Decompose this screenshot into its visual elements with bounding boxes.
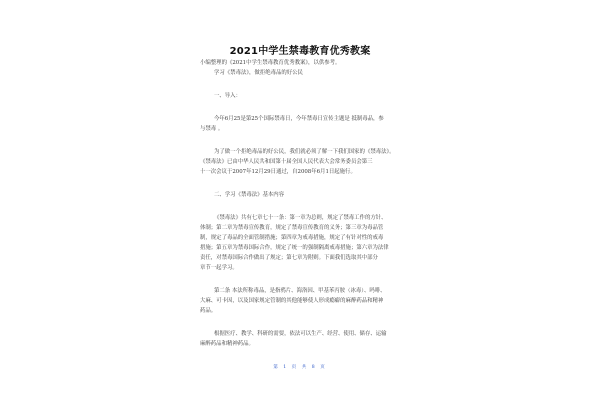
- paragraph-line: 麻醉药品和精神药品。: [200, 341, 254, 347]
- paragraph-line: 大麻、可卡因，以及国家规定管制的其他能够使人形成瘾癖的麻醉药品和精神: [200, 298, 384, 304]
- document-title: 2021中学生禁毒教育优秀教案: [229, 46, 371, 57]
- paragraph-line: 十一次会议于2007年12月29日通过，自2008年6月1日起施行。: [200, 169, 356, 175]
- paragraph-line: 为了做一个拒绝毒品的好公民，我们就必须了解一下我们国家的《禁毒法》。: [214, 149, 395, 155]
- paragraph-line: 《禁毒法》已由中华人民共和国第十届全国人民代表大会常务委员会第三: [200, 159, 373, 165]
- subtitle-line: 学习《禁毒法》，做拒绝毒品的好公民: [214, 70, 303, 76]
- paragraph-line: 制，规定了毒品的全面管制措施；第四章为戒毒措施，规定了有针对性的戒毒: [200, 235, 384, 241]
- paragraph-line: 《禁毒法》共有七章七十一条：第一章为总则，规定了禁毒工作的方针、: [214, 215, 387, 221]
- section-heading-1: 一、导入：: [214, 93, 241, 99]
- paragraph-line: 根据医疗、教学、科研的需要，依法可以生产、经营、使用、储存、运输: [214, 331, 387, 337]
- page-number-footer: 第 1 页 共 8 页: [273, 365, 327, 370]
- paragraph-line: 责任，对禁毒国际合作做出了规定；第七章为附则。下面我们选取其中部分: [200, 255, 378, 261]
- paragraph-line: 第二条 本法所称毒品，是指鸦片、海洛因、甲基苯丙胺（冰毒）、吗啡、: [214, 288, 386, 294]
- paragraph-line: 与禁毒 。: [200, 126, 224, 132]
- paragraph-line: 药品。: [200, 308, 217, 314]
- section-heading-2: 二、学习《禁毒法》基本内容: [214, 192, 285, 198]
- paragraph-line: 体制；第二章为禁毒宣传教育，规定了禁毒宣传教育的义务；第三章为毒品管: [200, 225, 384, 231]
- intro-line: 小编整理的《2021中学生禁毒教育优秀教案》，以供参考。: [200, 60, 341, 66]
- paragraph-line: 章节一起学习。: [200, 265, 238, 271]
- paragraph-line: 今年6月25是第25个国际禁毒日，今年禁毒日宣传主题是 抵制毒品，参: [214, 116, 384, 122]
- paragraph-line: 措施；第五章为禁毒国际合作，规定了统一的强制隔离戒毒措施；第六章为法律: [200, 245, 389, 251]
